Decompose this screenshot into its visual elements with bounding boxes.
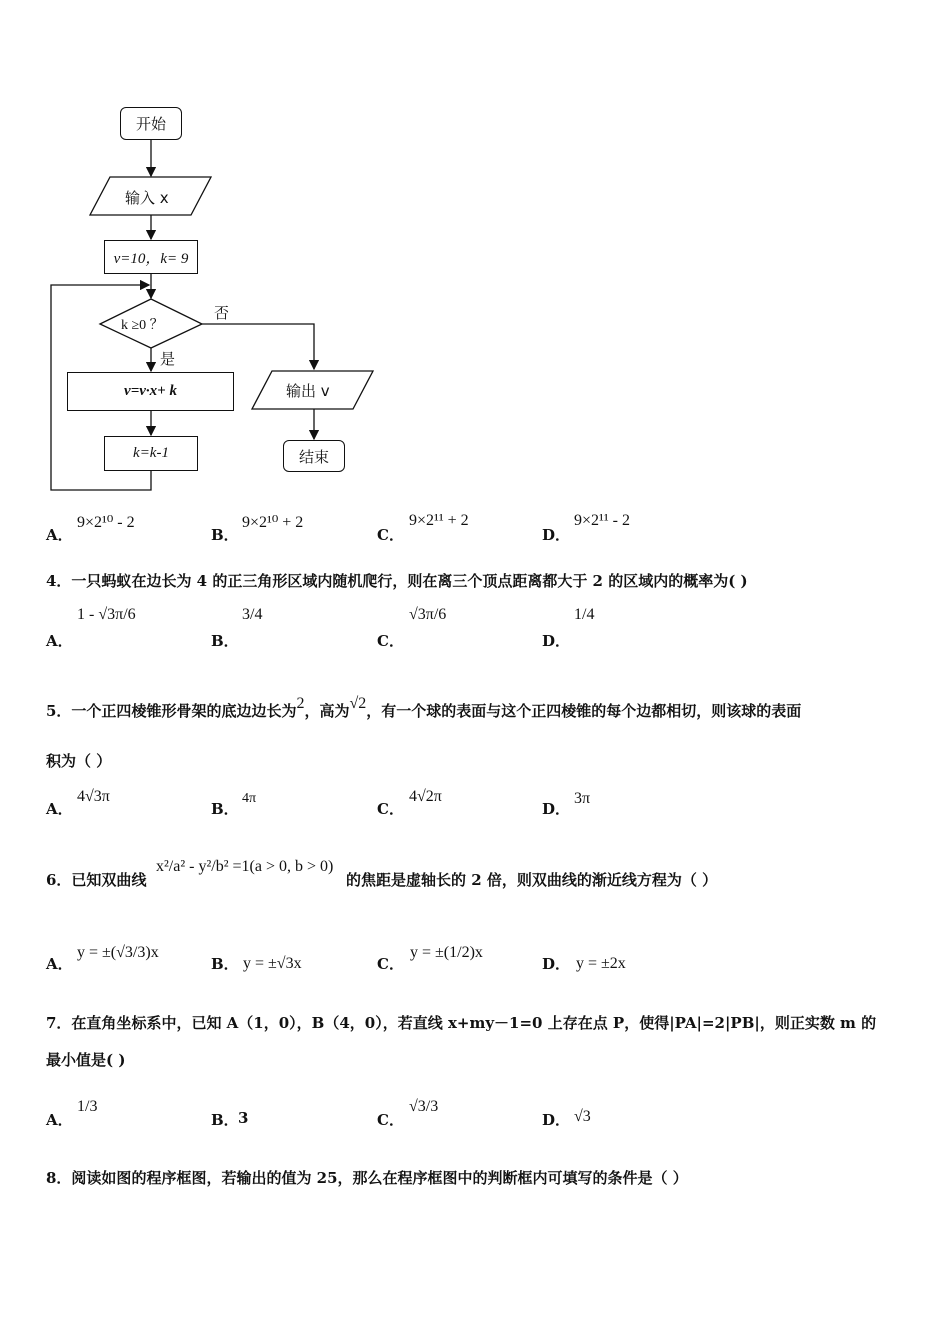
flowchart-update-v: v=v·x+ k	[67, 372, 234, 411]
q6-option-b-label: B．	[211, 955, 239, 973]
q6-option-d: y = ±2x	[576, 955, 626, 972]
q3-option-d: 9×2¹¹ - 2	[574, 512, 630, 529]
q5-stem-line2: 积为（ ）	[46, 752, 112, 770]
q7-option-d-label: D．	[542, 1111, 571, 1129]
q6-option-a-label: A．	[46, 955, 73, 973]
q5-stem-a: 5．一个正四棱锥形骨架的底边边长为	[46, 702, 297, 720]
q4-option-c: √3π/6	[409, 606, 447, 623]
q5-option-c: 4√2π	[409, 788, 442, 805]
flowchart-lines	[0, 0, 420, 500]
q5-option-a-label: A．	[46, 800, 73, 818]
q7-option-c: √3/3	[409, 1098, 439, 1115]
q7-option-b: 3	[238, 1109, 249, 1127]
q5-stem-c: ，有一个球的表面与这个正四棱锥的每个边都相切，则该球的表面	[366, 702, 802, 720]
q6-option-d-label: D．	[542, 955, 571, 973]
q5-value-2: 2	[296, 695, 305, 712]
q4-option-b-label: B．	[211, 632, 239, 650]
q3-option-b-label: B．	[211, 526, 239, 544]
q7-option-a: 1/3	[77, 1098, 98, 1115]
q5-value-sqrt2: √2	[349, 695, 367, 712]
q4-option-d-label: D．	[542, 632, 571, 650]
q6-option-c-label: C．	[377, 955, 404, 973]
flowchart-output: 输出 v	[286, 382, 330, 400]
q7-stem-line1: 7．在直角坐标系中，已知 A（1，0），B（4，0），若直线 x+my－1=0 上存在点 P，使得|PA|=2|PB|，则正实数 m 的	[46, 1014, 877, 1032]
flowchart-no-label: 否	[214, 304, 230, 322]
q5-option-b: 4π	[242, 791, 257, 806]
q3-option-c-label: C．	[377, 526, 404, 544]
q5-option-b-label: B．	[211, 800, 239, 818]
q7-option-c-label: C．	[377, 1111, 404, 1129]
q5-stem-b: ，高为	[304, 702, 350, 720]
flowchart-yes-label: 是	[160, 350, 176, 368]
q3-option-a: 9×2¹⁰ - 2	[77, 514, 135, 531]
q6-formula: x²/a² - y²/b² =1(a > 0, b > 0)	[156, 858, 334, 875]
q6-stem-b: 的焦距是虚轴长的 2 倍，则双曲线的渐近线方程为（ ）	[346, 871, 718, 889]
q8-stem: 8．阅读如图的程序框图，若输出的值为 25，那么在程序框图中的判断框内可填写的条件是（ ）	[46, 1169, 688, 1187]
q4-stem: 4．一只蚂蚁在边长为 4 的正三角形区域内随机爬行，则在离三个顶点距离都大于 2 的区域内的概率为( )	[46, 572, 748, 590]
q3-option-a-label: A．	[46, 526, 73, 544]
q7-stem-line2: 最小值是( )	[46, 1051, 126, 1069]
flowchart-update-k: k=k-1	[104, 436, 198, 471]
q4-option-b: 3/4	[242, 606, 263, 623]
q3-option-b: 9×2¹⁰ + 2	[242, 514, 304, 531]
q4-option-c-label: C．	[377, 632, 404, 650]
q7-option-a-label: A．	[46, 1111, 73, 1129]
flowchart-init: v=10，k= 9	[104, 240, 198, 274]
q7-option-d: √3	[574, 1108, 591, 1125]
q5-stem	[46, 695, 802, 721]
q6-option-a: y = ±(√3/3)x	[77, 944, 159, 961]
flowchart-start: 开始	[120, 107, 182, 140]
q6-option-b: y = ±√3x	[243, 955, 302, 972]
q6-option-c: y = ±(1/2)x	[410, 944, 483, 961]
flowchart-end: 结束	[283, 440, 345, 472]
q7-option-b-label: B．	[211, 1111, 239, 1129]
flowchart-condition: k ≥0 ？	[121, 318, 164, 333]
q5-option-a: 4√3π	[77, 788, 110, 805]
q4-option-a: 1 - √3π/6	[77, 606, 136, 623]
q3-option-d-label: D．	[542, 526, 571, 544]
q5-option-d-label: D．	[542, 800, 571, 818]
q5-option-c-label: C．	[377, 800, 404, 818]
q6-stem-a: 6．已知双曲线	[46, 871, 147, 889]
q3-option-c: 9×2¹¹ + 2	[409, 512, 469, 529]
q4-option-d: 1/4	[574, 606, 595, 623]
flowchart-input: 输入 x	[125, 189, 169, 207]
q5-option-d: 3π	[574, 790, 591, 807]
q4-option-a-label: A．	[46, 632, 73, 650]
